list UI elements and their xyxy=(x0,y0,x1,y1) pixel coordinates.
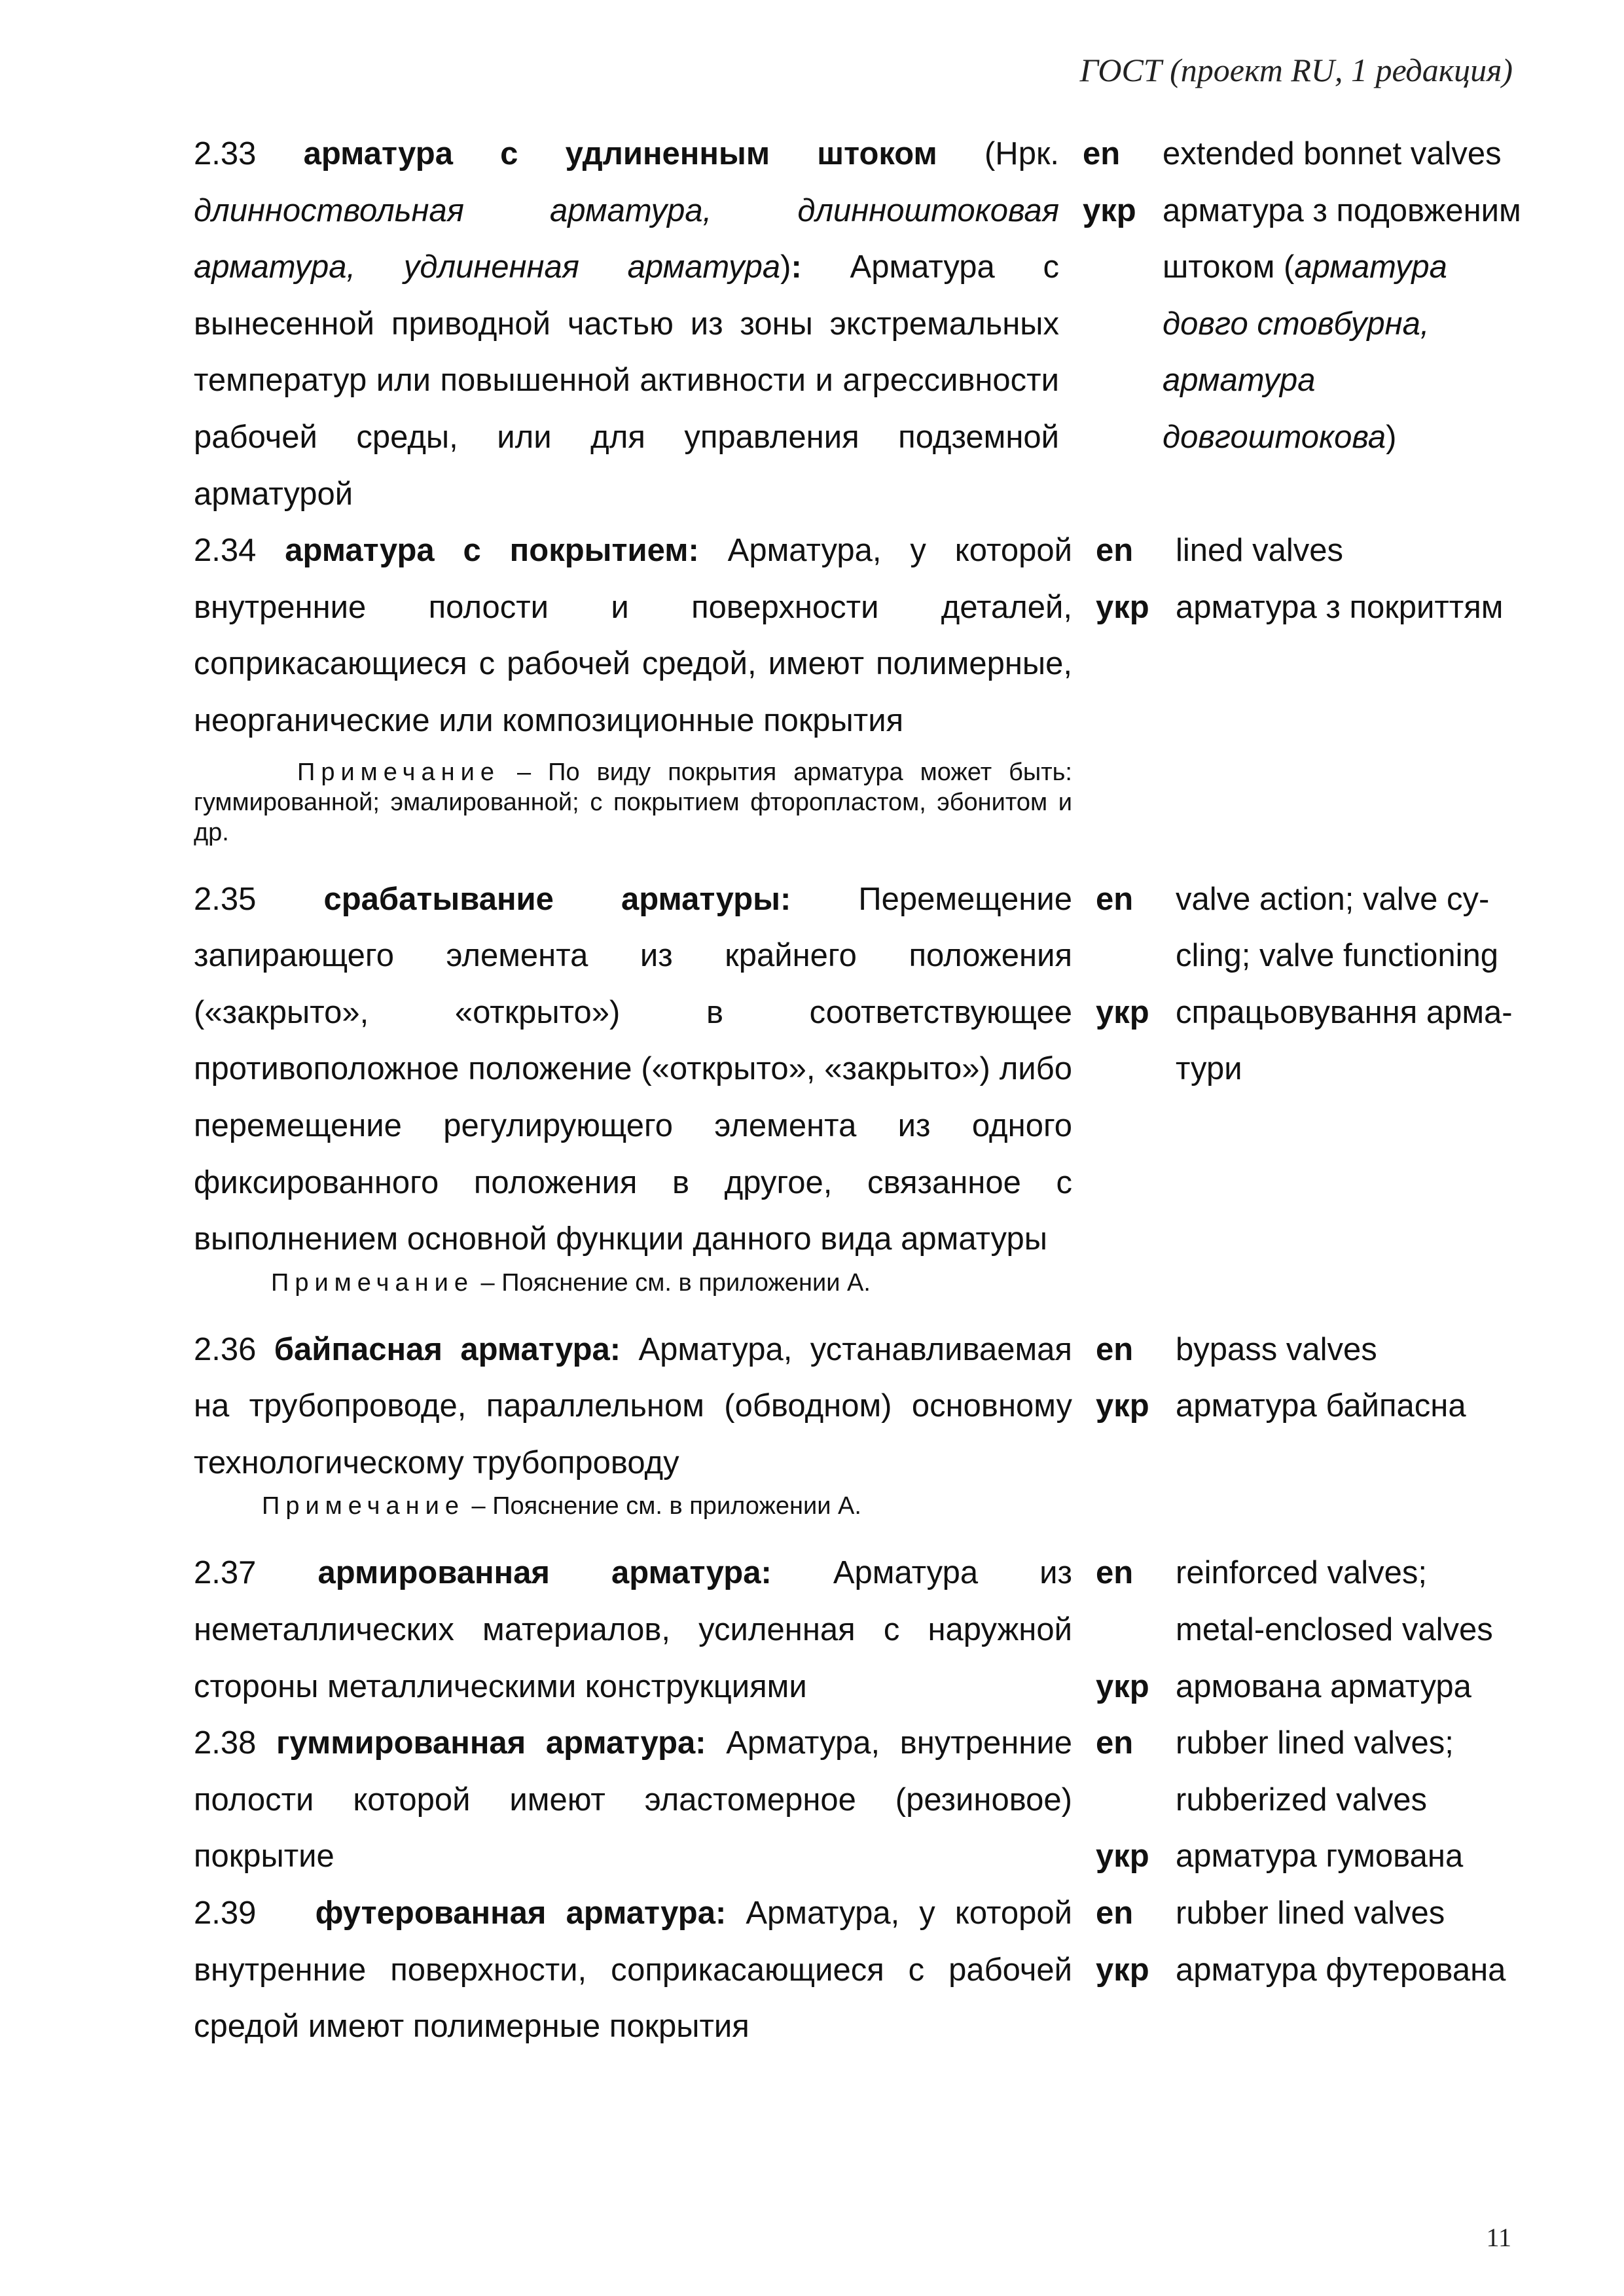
term-name: байпасная арматура: xyxy=(274,1331,621,1367)
definition-text: Перемещение запирающего элемента из крайнего положения («закрыто», «открыто») в соответствующее противоположное положение («открыто», «закрыто») либо перемещение регулирующего элемента из одного фиксированного положения в другое, связанное с выполнением основной функции данного вида арматуры xyxy=(194,881,1072,1257)
terms-list xyxy=(194,126,1529,2055)
translations xyxy=(1096,871,1529,1098)
definition-text: Арматура, внутренние полости которой имеют эластомерное (резиновое) покрытие xyxy=(194,1725,1072,1874)
term-number: 2.39 xyxy=(194,1895,257,1931)
term-synonyms-close: ) xyxy=(780,249,791,285)
translation-uk-italic: арматура довго стовбурна, арматура довгоштокова xyxy=(1163,249,1447,455)
translation-uk-text xyxy=(1163,183,1529,466)
term-name: срабатывание арматуры: xyxy=(323,881,791,917)
note-label: Примечание xyxy=(297,758,500,786)
translation-uk-text: арматура байпасна xyxy=(1176,1388,1466,1424)
translation-en-text: bypass valves xyxy=(1176,1331,1377,1367)
translation-uk-text: арматура футерована xyxy=(1176,1952,1506,1988)
term-entry-2-39 xyxy=(194,1885,1529,2055)
translation-en xyxy=(1096,522,1529,579)
running-header: ГОСТ (проект RU, 1 редакция) xyxy=(1079,52,1513,88)
lang-label-uk: укр xyxy=(1096,1952,1149,1988)
translation-uk-close: ) xyxy=(1386,419,1397,455)
term-entry-2-37 xyxy=(194,1545,1529,1715)
term-number: 2.37 xyxy=(194,1555,257,1591)
translation-en xyxy=(1096,871,1529,928)
translation-uk-text: арматура гумована xyxy=(1176,1839,1464,1874)
translations xyxy=(1096,1321,1529,1435)
translation-en-cont xyxy=(1096,927,1529,984)
lang-label-en: en xyxy=(1096,1725,1134,1761)
lang-label-en: en xyxy=(1096,1895,1134,1931)
translation-en xyxy=(1096,1321,1529,1378)
term-number: 2.34 xyxy=(194,533,257,569)
term-name: арматура с покрытием: xyxy=(285,533,699,569)
lang-label-uk: укр xyxy=(1083,192,1136,228)
lang-label-en: en xyxy=(1083,136,1121,171)
translation-en-line-1: valve action; valve cy- xyxy=(1176,881,1490,917)
lang-label-uk: укр xyxy=(1096,1839,1149,1874)
term-number: 2.38 xyxy=(194,1725,257,1761)
term-number: 2.33 xyxy=(194,136,257,171)
definition-text: Арматура, у которой внутренние полости и поверхности деталей, соприкасающиеся с рабочей средой, имеют полимерные, неорганические или композиционные покрытия xyxy=(194,533,1072,738)
note-label: Примечание xyxy=(271,1268,474,1297)
translation-uk xyxy=(1096,1828,1529,1885)
definition-text: Арматура с вынесенной приводной частью из зоны экстремальных температур или повышенной активности и агрессивности рабочей среды, или для управления подземной арматурой xyxy=(194,249,1059,512)
translation-uk xyxy=(1096,1942,1529,1999)
note-2-34 xyxy=(194,757,1072,848)
term-entry-2-38 xyxy=(194,1715,1529,1885)
lang-label-en: en xyxy=(1096,1555,1134,1591)
translations xyxy=(1096,1545,1529,1715)
translation-uk-plain: арматура з подовженим штоком ( xyxy=(1163,192,1521,285)
translation-uk xyxy=(1096,984,1529,1041)
translation-uk-line-2: тури xyxy=(1176,1051,1242,1087)
translations xyxy=(1096,1715,1529,1885)
note-2-35 xyxy=(194,1268,1072,1298)
note-text: – Пояснение см. в приложении А. xyxy=(464,1492,861,1520)
term-definition xyxy=(194,126,1059,522)
lang-label-uk: укр xyxy=(1096,1668,1149,1704)
note-2-36 xyxy=(194,1491,1072,1521)
translation-en-cont xyxy=(1096,1602,1529,1659)
term-definition xyxy=(194,871,1072,1268)
translation-en xyxy=(1096,1715,1529,1772)
translation-en-text: lined valves xyxy=(1176,533,1344,569)
term-number: 2.36 xyxy=(194,1331,257,1367)
translation-en-text: extended bonnet valves xyxy=(1163,136,1502,171)
translation-en-line-1: reinforced valves; xyxy=(1176,1555,1428,1591)
translation-uk-cont xyxy=(1096,1041,1529,1098)
definition-text: Арматура из неметаллических материалов, усиленная с наружной стороны металлическими конструкциями xyxy=(194,1555,1073,1704)
translation-uk xyxy=(1096,1378,1529,1435)
term-definition xyxy=(194,1321,1072,1492)
term-definition xyxy=(194,1715,1072,1885)
term-entry-2-36 xyxy=(194,1321,1529,1492)
translation-uk xyxy=(1096,579,1529,636)
translations xyxy=(1096,522,1529,636)
lang-label-en: en xyxy=(1096,533,1134,569)
term-synonyms-open: (Нрк. xyxy=(937,136,1059,171)
lang-label-uk: укр xyxy=(1096,1388,1149,1424)
translation-en-line-2: rubberized valves xyxy=(1176,1782,1428,1818)
translation-en-text: rubber lined valves xyxy=(1176,1895,1445,1931)
term-entry-2-33 xyxy=(194,126,1529,522)
term-name: армированная арматура: xyxy=(317,1555,772,1591)
translations xyxy=(1083,126,1529,466)
note-text: – По виду покрытия арматура может быть: гуммированной; эмалированной; с покрытием фторопластом, эбонитом и др. xyxy=(194,758,1072,846)
translation-uk-text: арматура з покриттям xyxy=(1176,589,1504,625)
translation-en xyxy=(1096,1885,1529,1942)
lang-label-en: en xyxy=(1096,1331,1134,1367)
translation-uk-text: армована арматура xyxy=(1176,1668,1471,1704)
term-synonyms: длинноствольная арматура, длинноштоковая арматура, удлиненная арматура xyxy=(194,192,1059,285)
term-entry-2-35 xyxy=(194,871,1529,1268)
lang-label-en: en xyxy=(1096,881,1134,917)
term-definition xyxy=(194,1545,1072,1715)
lang-label-uk: укр xyxy=(1096,994,1149,1030)
term-entry-2-34 xyxy=(194,522,1529,749)
translation-en-cont xyxy=(1096,1772,1529,1829)
translation-en xyxy=(1096,1545,1529,1602)
page-number: 11 xyxy=(1486,2223,1511,2252)
translation-uk-line-1: спрацьовування арма- xyxy=(1176,994,1513,1030)
note-text: – Пояснение см. в приложении А. xyxy=(473,1268,871,1297)
term-colon: : xyxy=(791,249,802,285)
term-name: футерованная арматура: xyxy=(315,1895,727,1931)
translation-en-line-2: cling; valve functioning xyxy=(1176,938,1499,974)
translation-en-line-2: metal-enclosed valves xyxy=(1176,1612,1493,1648)
term-definition xyxy=(194,1885,1072,2055)
translation-en xyxy=(1083,126,1529,183)
note-label: Примечание xyxy=(262,1492,465,1520)
lang-label-uk: укр xyxy=(1096,589,1149,625)
translations xyxy=(1096,1885,1529,1998)
term-definition xyxy=(194,522,1072,749)
translation-uk xyxy=(1083,183,1529,466)
term-number: 2.35 xyxy=(194,881,257,917)
translation-uk xyxy=(1096,1659,1529,1715)
definition-text: Арматура, устанавливаемая на трубопроводе, параллельном (обводном) основному технологическому трубопроводу xyxy=(194,1331,1072,1480)
definition-text: Арматура, у которой внутренние поверхности, соприкасающиеся с рабочей средой имеют полимерные покрытия xyxy=(194,1895,1073,2045)
term-name: арматура с удлиненным штоком xyxy=(303,136,937,171)
term-name: гуммированная арматура: xyxy=(276,1725,706,1761)
translation-en-line-1: rubber lined valves; xyxy=(1176,1725,1454,1761)
